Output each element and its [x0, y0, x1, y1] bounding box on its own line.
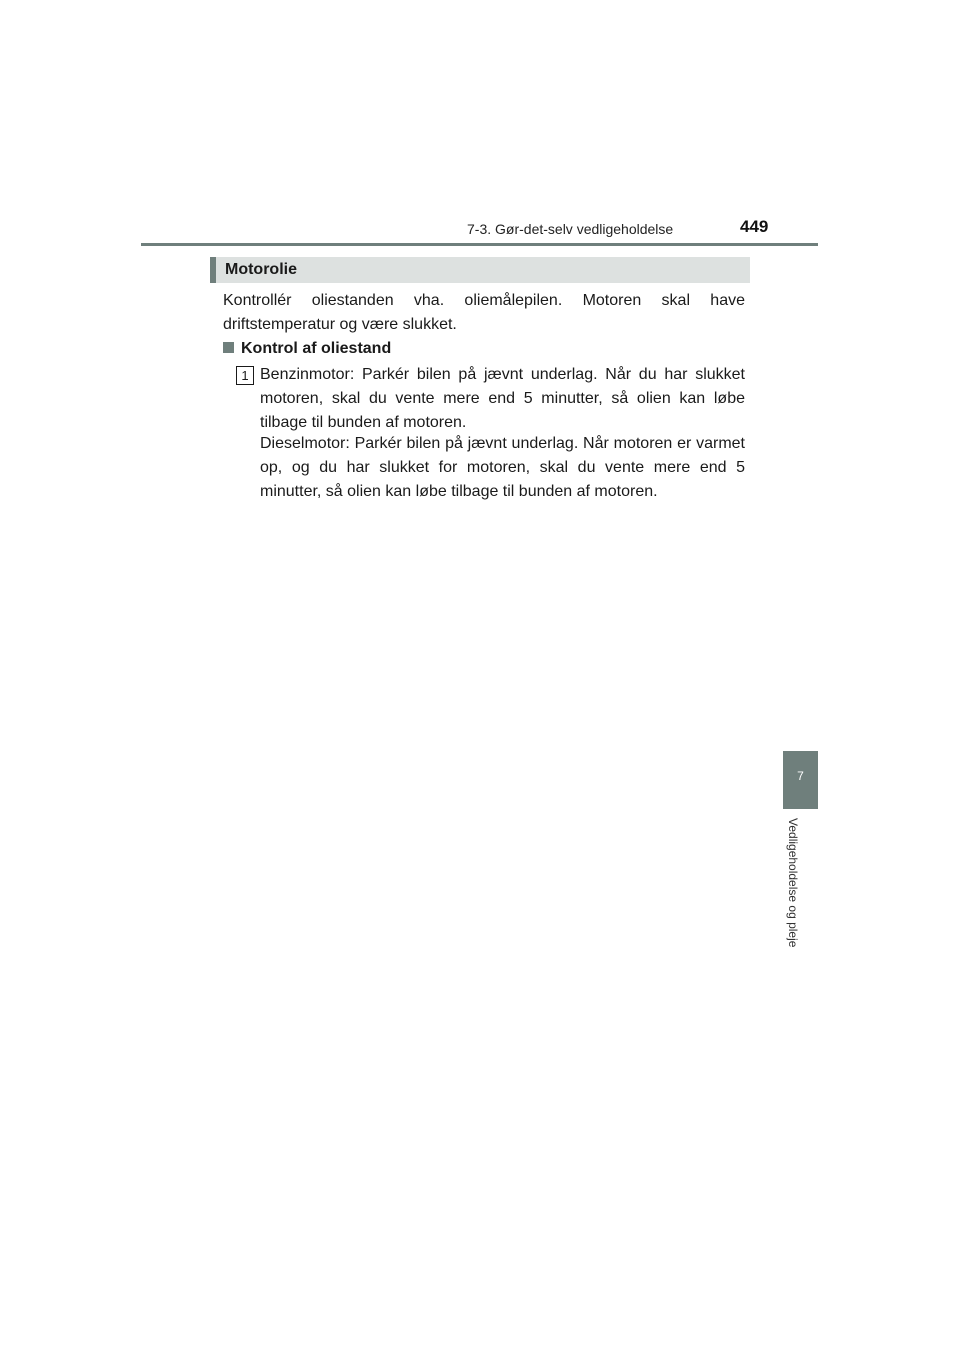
- page-number: 449: [740, 217, 769, 236]
- section-bar-accent: [210, 257, 216, 283]
- step-1-text: Benzinmotor: Parkér bilen på jævnt underlag. Når du har slukket motoren, skal du vente mere end 5 minutter, så olien kan løbe tilbage til bunden af motoren.: [260, 366, 745, 431]
- header-rule: [141, 243, 818, 246]
- section-heading-bar: [210, 257, 750, 283]
- section-title: Motorolie: [225, 261, 297, 278]
- diesel-paragraph: Dieselmotor: Parkér bilen på jævnt underlag. Når motoren er varmet op, og du har slukket for motoren, skal du vente mere end 5 minutter, så olien kan løbe tilbage til bunden af motoren.: [260, 435, 745, 500]
- header-section-title: 7-3. Gør-det-selv vedligeholdelse: [467, 221, 674, 237]
- chapter-number: 7: [797, 769, 804, 783]
- chapter-side-label: Vedligeholdelse og pleje: [786, 818, 800, 948]
- subheading-text: Kontrol af oliestand: [241, 340, 392, 357]
- subheading: [223, 337, 391, 361]
- chapter-tab: [783, 751, 818, 809]
- step-number-badge: 1: [236, 366, 254, 385]
- square-bullet-icon: [223, 342, 234, 353]
- intro-paragraph: Kontrollér oliestanden vha. oliemålepilen. Motoren skal have driftstemperatur og være slukket.: [223, 292, 745, 333]
